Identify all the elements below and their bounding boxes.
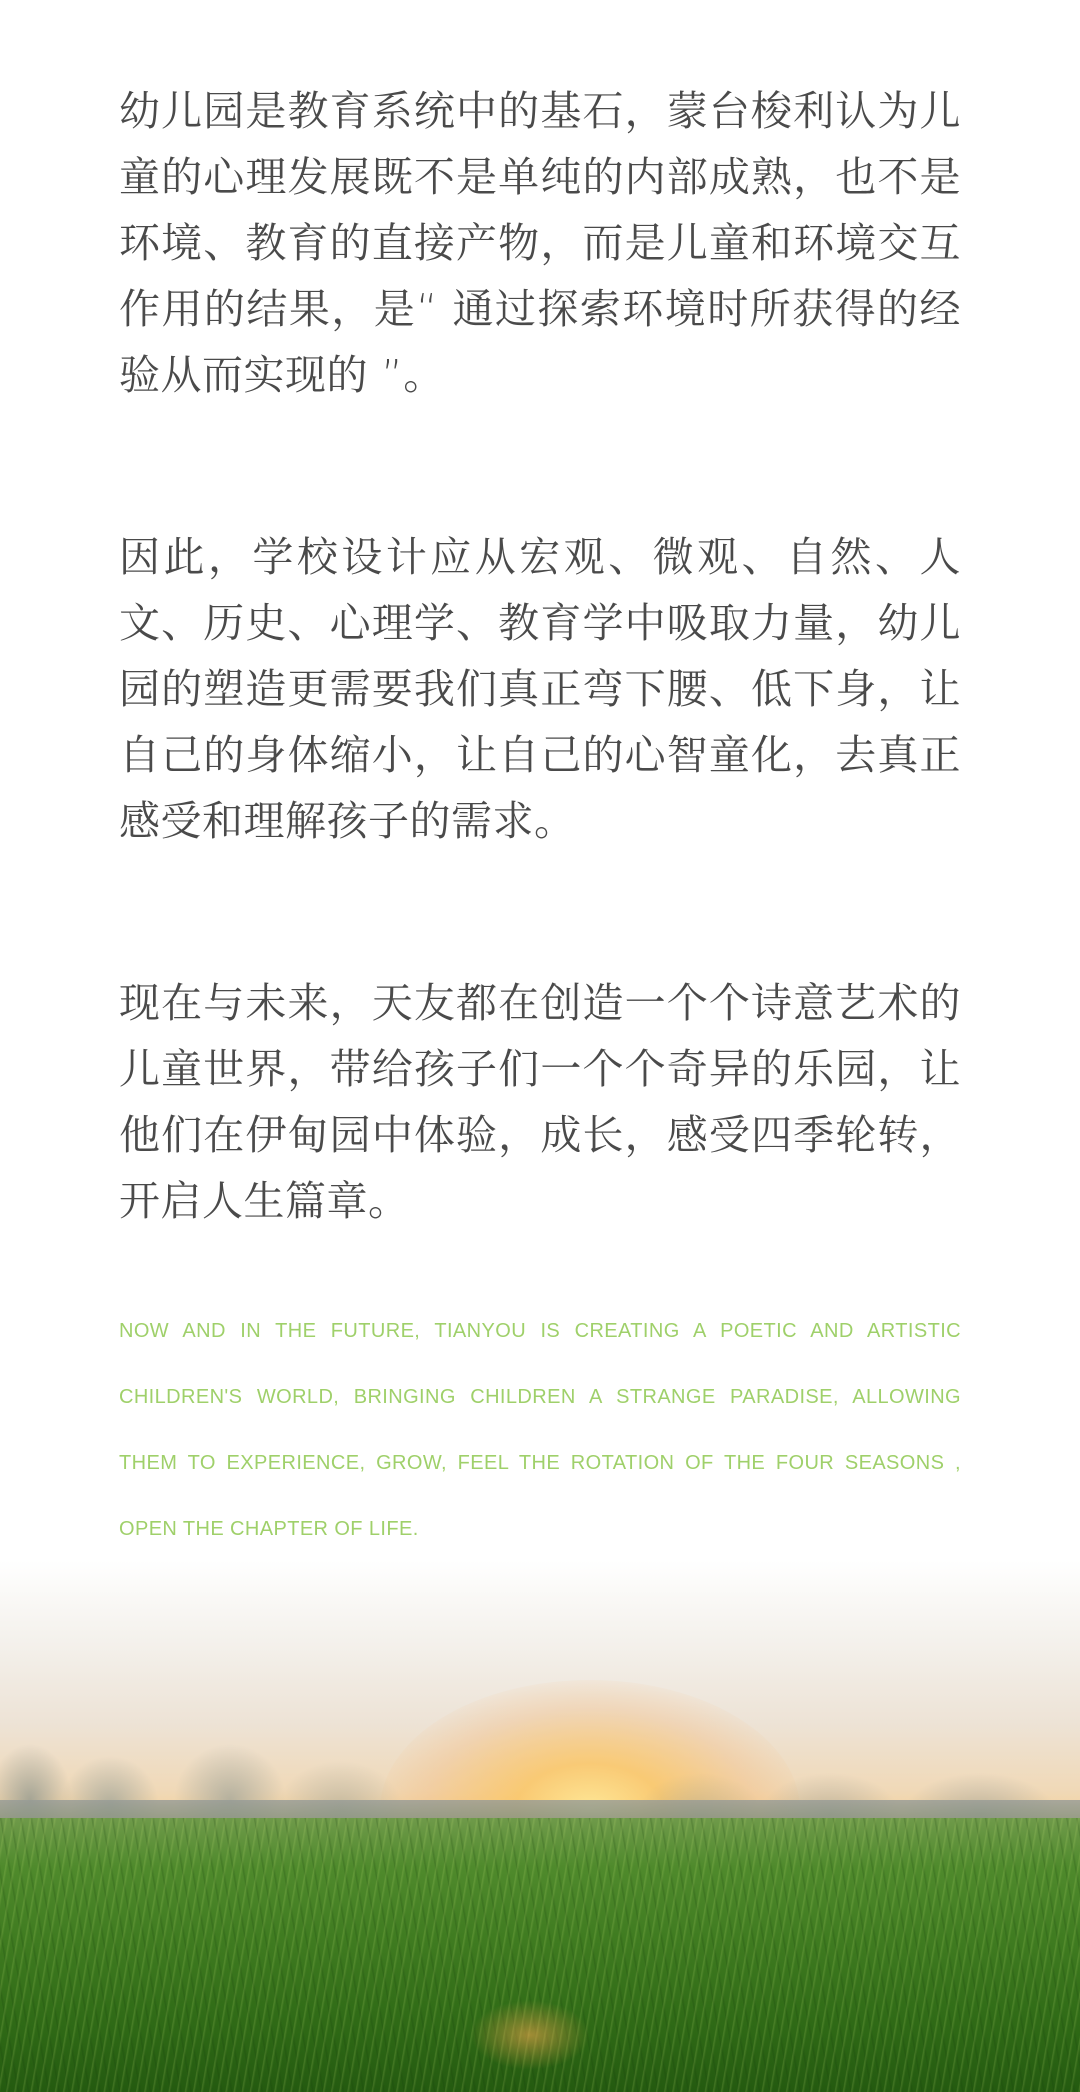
lens-flare — [470, 2000, 590, 2070]
paragraph-english-translation: NOW AND IN THE FUTURE, TIANYOU IS CREATING A POETIC AND ARTISTIC CHILDREN'S WORLD, BRINGING CHILDREN A STRANGE PARADISE, ALLOWING THEM TO EXPERIENCE, GROW, FEEL THE ROTATION OF THE FOUR SEASONS , OPEN THE CHAPTER OF LIFE. — [119, 1320, 961, 1540]
article-body — [119, 78, 961, 1234]
paragraph-kindergarten-cornerstone: 幼儿园是教育系统中的基石，蒙台梭利认为儿童的心理发展既不是单纯的内部成熟，也不是环境、教育的直接产物，而是儿童和环境交互作用的结果，是“ 通过探索环境时所获得的经验从而实现的 ”。 — [119, 87, 961, 399]
paragraph-school-design: 因此，学校设计应从宏观、微观、自然、人文、历史、心理学、教育学中吸取力量，幼儿园的塑造更需要我们真正弯下腰、低下身，让自己的身体缩小，让自己的心智童化，去真正感受和理解孩子的需求。 — [119, 533, 961, 845]
paragraph-present-and-future: 现在与未来，天友都在创造一个个诗意艺术的儿童世界，带给孩子们一个个奇异的乐园，让他们在伊甸园中体验，成长，感受四季轮转，开启人生篇章。 — [119, 979, 961, 1225]
sunrise-field-photo — [0, 1560, 1080, 2092]
